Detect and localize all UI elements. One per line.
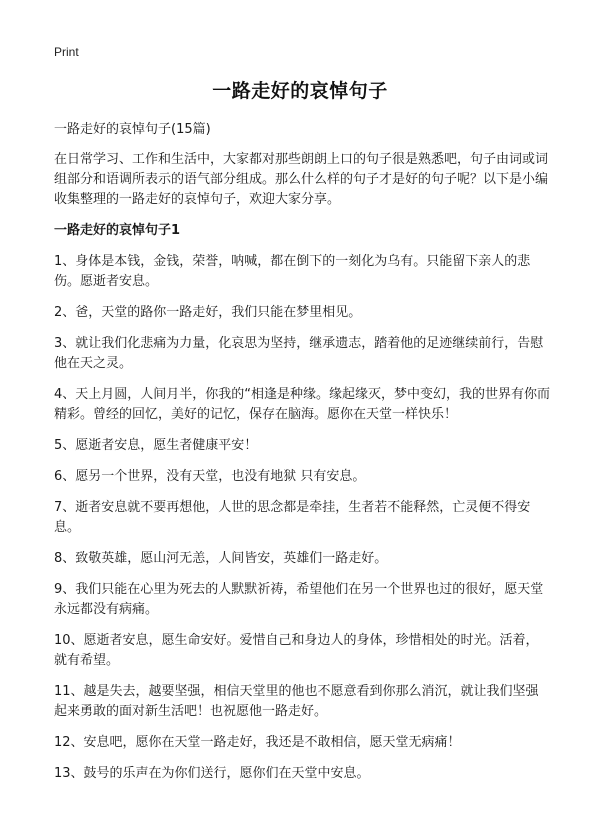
list-item: 12、安息吧，愿你在天堂一路走好，我还是不敢相信，愿天堂无病痛！ xyxy=(54,735,461,750)
list-item: 9、我们只能在心里为死去的人默默祈祷，希望他们在另一个世界也过的很好，愿天堂永远都没有病痛。 xyxy=(54,582,544,617)
list-item: 2、爸，天堂的路你一路走好，我们只能在梦里相见。 xyxy=(54,305,362,320)
list-item: 8、致敬英雄，愿山河无恙，人间皆安，英雄们一路走好。 xyxy=(54,551,388,566)
print-link[interactable]: Print xyxy=(54,45,79,59)
list-item: 1、身体是本钱，金钱，荣誉，呐喊，都在倒下的一刻化为乌有。只能留下亲人的悲伤。愿逝者安息。 xyxy=(54,254,531,289)
page-title: 一路走好的哀悼句子 xyxy=(212,80,388,102)
list-item: 10、愿逝者安息，愿生命安好。爱惜自己和身边人的身体，珍惜相处的时光。活着，就有希望。 xyxy=(54,633,539,668)
list-item: 3、就让我们化悲痛为力量，化哀思为坚持，继承遗志，踏着他的足迹继续前行，告慰他在天之灵。 xyxy=(54,336,544,371)
document-body xyxy=(54,120,550,795)
list-item: 6、愿另一个世界，没有天堂，也没有地狱 只有安息。 xyxy=(54,469,366,484)
document-subtitle: 一路走好的哀悼句子(15篇) xyxy=(54,122,211,137)
list-item: 13、鼓号的乐声在为你们送行，愿你们在天堂中安息。 xyxy=(54,766,370,781)
intro-paragraph: 在日常学习、工作和生活中，大家都对那些朗朗上口的句子很是熟悉吧，句子由词或词组部分和语调所表示的语气部分组成。那么什么样的句子才是好的句子呢？以下是小编收集整理的一路走好的哀悼句子，欢迎大家分享。 xyxy=(54,152,549,207)
list-item: 5、愿逝者安息，愿生者健康平安！ xyxy=(54,438,258,453)
list-item: 4、天上月圆，人间月半，你我的“相逢是种缘。缘起缘灭，梦中变幻，我的世界有你而精彩。曾经的回忆，美好的记忆，保存在脑海。愿你在天堂一样快乐！ xyxy=(54,387,551,422)
list-item: 7、逝者安息就不要再想他，人世的思念都是牵挂，生者若不能释然，亡灵便不得安息。 xyxy=(54,500,531,535)
section-heading: 一路走好的哀悼句子1 xyxy=(54,223,181,238)
list-item: 11、越是失去，越要坚强，相信天堂里的他也不愿意看到你那么消沉，就让我们坚强起来勇敢的面对新生活吧！也祝愿他一路走好。 xyxy=(54,684,539,719)
